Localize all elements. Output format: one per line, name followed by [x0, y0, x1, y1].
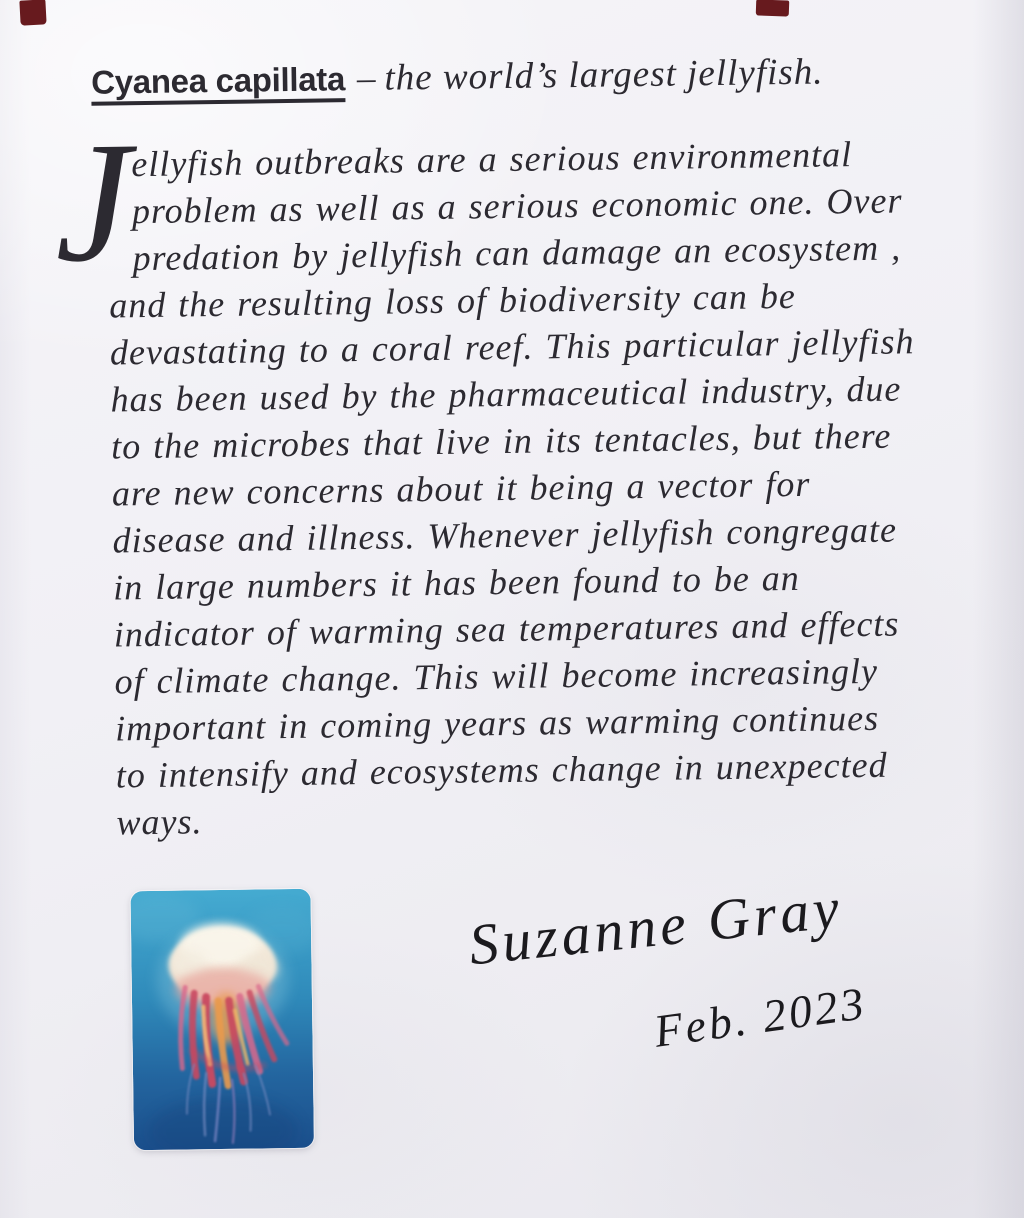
jellyfish-photo	[130, 889, 314, 1150]
paragraph-line: of climate change. This will become increasingly	[114, 650, 879, 702]
paragraph-line: ways.	[116, 801, 203, 843]
paragraph-line: has been used by the pharmaceutical industry, due	[110, 368, 902, 420]
paragraph-line: in large numbers it has been found to be an	[112, 557, 801, 608]
paragraph-line: predation by jellyfish can damage an ecosystem ,	[132, 227, 902, 279]
signature-date: Feb. 2023	[651, 977, 870, 1057]
page-title	[91, 51, 824, 104]
paragraph-line: indicator of warming sea temperatures and effects	[113, 603, 900, 655]
paragraph-line: to the microbes that live in its tentacles, but there	[110, 415, 892, 467]
paragraph-line: disease and illness. Whenever jellyfish congregate	[112, 509, 898, 561]
paragraph-line: ellyfish outbreaks are a serious environmental	[131, 134, 853, 185]
body-paragraph	[107, 129, 1024, 847]
drop-cap: J	[53, 107, 133, 299]
paragraph-line: important in coming years as warming continues	[114, 697, 880, 749]
paragraph-line: devastating to a coral reef. This particular jellyfish	[109, 321, 915, 373]
paragraph-line: and the resulting loss of biodiversity can be	[108, 275, 797, 326]
species-name: Cyanea capillata	[91, 60, 345, 106]
paragraph-line: are new concerns about it being a vector for	[111, 463, 811, 514]
title-subtitle: the world’s largest jellyfish.	[384, 51, 824, 99]
signature-name: Suzanne Gray	[465, 874, 846, 978]
title-dash: –	[356, 57, 376, 100]
jellyfish-illustration	[130, 889, 314, 1150]
paragraph-line: to intensify and ecosystems change in unexpected	[115, 744, 888, 796]
paragraph-line: problem as well as a serious economic one. Over	[131, 180, 903, 232]
